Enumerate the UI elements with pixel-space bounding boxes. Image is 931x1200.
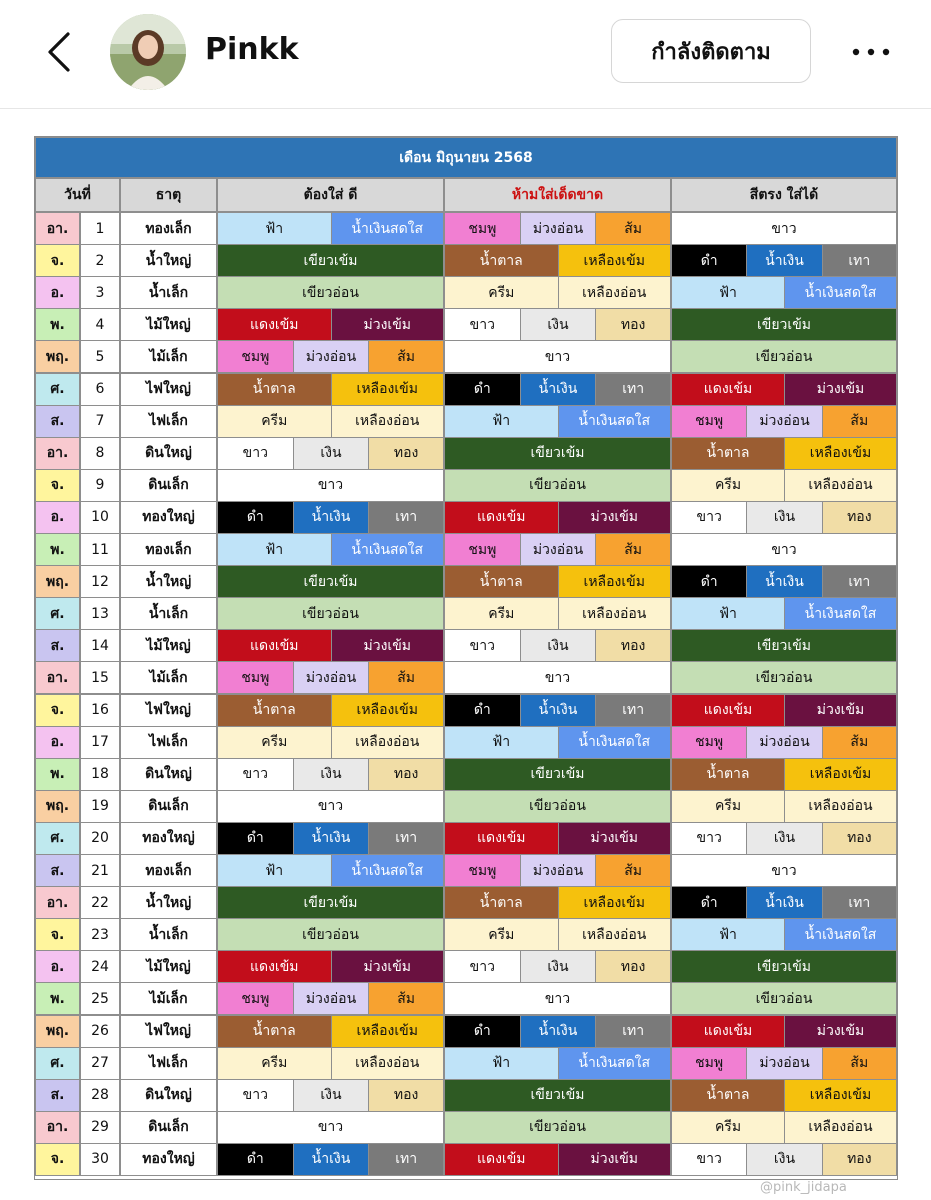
must-wear-color-swatch: เหลืองอ่อน	[331, 405, 445, 438]
day-of-week: อา.	[35, 1111, 80, 1144]
header-element: ธาตุ	[120, 178, 217, 212]
must-wear-color-swatch: เหลืองอ่อน	[331, 726, 445, 759]
ok-to-wear-color-swatch: ทอง	[822, 501, 897, 534]
ok-to-wear-color-swatch: ชมพู	[671, 405, 747, 438]
forbidden-color-swatch: เขียวอ่อน	[444, 469, 671, 502]
must-wear-color-swatch: น้ำเงินสดใส	[331, 854, 445, 887]
must-wear-color-swatch: ฟ้า	[217, 854, 332, 887]
day-of-week: ส.	[35, 1079, 80, 1112]
must-wear-color-swatch: ขาว	[217, 790, 444, 823]
ok-to-wear-color-swatch: เขียวเข้ม	[671, 308, 897, 341]
ok-to-wear-color-swatch: เหลืองเข้ม	[784, 437, 897, 470]
ok-to-wear-color-swatch: ดำ	[671, 565, 747, 598]
date-number: 7	[80, 405, 120, 438]
must-wear-color-swatch: ครีม	[217, 726, 332, 759]
ok-to-wear-color-swatch: ครีม	[671, 469, 785, 502]
must-wear-color-swatch: ฟ้า	[217, 533, 332, 566]
must-wear-color-swatch: เทา	[368, 501, 444, 534]
element-name: ทองเล็ก	[120, 854, 217, 887]
must-wear-color-swatch: เขียวอ่อน	[217, 918, 444, 951]
forbidden-color-swatch: น้ำตาล	[444, 565, 559, 598]
ok-to-wear-color-swatch: ฟ้า	[671, 918, 785, 951]
must-wear-color-swatch: เงิน	[293, 758, 370, 791]
must-wear-color-swatch: ชมพู	[217, 661, 294, 694]
must-wear-color-swatch: ขาว	[217, 1079, 294, 1112]
ok-to-wear-color-swatch: ม่วงเข้ม	[784, 1015, 897, 1048]
forbidden-color-swatch: ม่วงเข้ม	[558, 501, 672, 534]
date-number: 22	[80, 886, 120, 919]
must-wear-color-swatch: ชมพู	[217, 340, 294, 373]
ok-to-wear-color-swatch: แดงเข้ม	[671, 1015, 785, 1048]
forbidden-color-swatch: เหลืองเข้ม	[558, 886, 672, 919]
element-name: ทองใหญ่	[120, 822, 217, 855]
forbidden-color-swatch: ขาว	[444, 661, 671, 694]
date-number: 28	[80, 1079, 120, 1112]
element-name: ดินใหญ่	[120, 1079, 217, 1112]
following-button[interactable]: กำลังติดตาม	[611, 19, 811, 83]
date-number: 5	[80, 340, 120, 373]
date-number: 21	[80, 854, 120, 887]
must-wear-color-swatch: ทอง	[368, 437, 444, 470]
day-of-week: พ.	[35, 533, 80, 566]
forbidden-color-swatch: ม่วงเข้ม	[558, 1143, 672, 1176]
ok-to-wear-color-swatch: ชมพู	[671, 1047, 747, 1080]
element-name: ไฟใหญ่	[120, 373, 217, 406]
must-wear-color-swatch: เขียวอ่อน	[217, 276, 444, 309]
date-number: 24	[80, 950, 120, 983]
must-wear-color-swatch: ส้ม	[368, 340, 444, 373]
ok-to-wear-color-swatch: เขียวอ่อน	[671, 661, 897, 694]
forbidden-color-swatch: ดำ	[444, 1015, 521, 1048]
ok-to-wear-color-swatch: ม่วงเข้ม	[784, 373, 897, 406]
day-of-week: จ.	[35, 694, 80, 727]
forbidden-color-swatch: น้ำเงินสดใส	[558, 1047, 672, 1080]
ok-to-wear-color-swatch: น้ำตาล	[671, 758, 785, 791]
day-of-week: พฤ.	[35, 1015, 80, 1048]
ok-to-wear-color-swatch: ขาว	[671, 822, 747, 855]
ok-to-wear-color-swatch: เขียวเข้ม	[671, 629, 897, 662]
header-must-wear: ต้องใส่ ดี	[217, 178, 444, 212]
date-number: 1	[80, 212, 120, 245]
forbidden-color-swatch: ดำ	[444, 694, 521, 727]
forbidden-color-swatch: ชมพู	[444, 533, 521, 566]
element-name: ดินใหญ่	[120, 758, 217, 791]
day-of-week: ศ.	[35, 373, 80, 406]
day-of-week: ศ.	[35, 1047, 80, 1080]
element-name: น้ำใหญ่	[120, 886, 217, 919]
forbidden-color-swatch: เหลืองอ่อน	[558, 276, 672, 309]
ok-to-wear-color-swatch: น้ำเงิน	[746, 886, 822, 919]
forbidden-color-swatch: น้ำตาล	[444, 886, 559, 919]
must-wear-color-swatch: ขาว	[217, 437, 294, 470]
ok-to-wear-color-swatch: ส้ม	[822, 1047, 897, 1080]
date-number: 29	[80, 1111, 120, 1144]
ok-to-wear-color-swatch: เขียวอ่อน	[671, 982, 897, 1015]
date-number: 8	[80, 437, 120, 470]
element-name: น้ำใหญ่	[120, 565, 217, 598]
day-of-week: พฤ.	[35, 790, 80, 823]
forbidden-color-swatch: น้ำตาล	[444, 244, 559, 277]
ok-to-wear-color-swatch: แดงเข้ม	[671, 373, 785, 406]
day-of-week: ส.	[35, 854, 80, 887]
date-number: 6	[80, 373, 120, 406]
day-of-week: อ.	[35, 950, 80, 983]
must-wear-color-swatch: ม่วงเข้ม	[331, 629, 445, 662]
forbidden-color-swatch: เงิน	[520, 308, 597, 341]
forbidden-color-swatch: ส้ม	[595, 212, 671, 245]
forbidden-color-swatch: น้ำเงิน	[520, 694, 597, 727]
date-number: 25	[80, 982, 120, 1015]
ok-to-wear-color-swatch: ส้ม	[822, 726, 897, 759]
must-wear-color-swatch: เหลืองอ่อน	[331, 1047, 445, 1080]
date-number: 19	[80, 790, 120, 823]
must-wear-color-swatch: ม่วงเข้ม	[331, 950, 445, 983]
element-name: ทองใหญ่	[120, 501, 217, 534]
day-of-week: ส.	[35, 405, 80, 438]
ok-to-wear-color-swatch: เหลืองเข้ม	[784, 758, 897, 791]
date-number: 4	[80, 308, 120, 341]
element-name: ไม้ใหญ่	[120, 950, 217, 983]
ok-to-wear-color-swatch: น้ำเงินสดใส	[784, 597, 897, 630]
forbidden-color-swatch: ทอง	[595, 629, 671, 662]
ok-to-wear-color-swatch: ม่วงอ่อน	[746, 405, 822, 438]
must-wear-color-swatch: น้ำเงิน	[293, 1143, 370, 1176]
forbidden-color-swatch: ขาว	[444, 982, 671, 1015]
element-name: น้ำเล็ก	[120, 276, 217, 309]
must-wear-color-swatch: เขียวเข้ม	[217, 886, 444, 919]
ok-to-wear-color-swatch: ขาว	[671, 212, 897, 245]
ok-to-wear-color-swatch: ขาว	[671, 854, 897, 887]
must-wear-color-swatch: เหลืองเข้ม	[331, 373, 445, 406]
element-name: ดินเล็ก	[120, 1111, 217, 1144]
forbidden-color-swatch: ชมพู	[444, 854, 521, 887]
element-name: ทองเล็ก	[120, 533, 217, 566]
ok-to-wear-color-swatch: เขียวอ่อน	[671, 340, 897, 373]
ok-to-wear-color-swatch: แดงเข้ม	[671, 694, 785, 727]
date-number: 17	[80, 726, 120, 759]
element-name: ไม้เล็ก	[120, 340, 217, 373]
header-ok-to-wear: สีตรง ใส่ได้	[671, 178, 897, 212]
forbidden-color-swatch: เทา	[595, 1015, 671, 1048]
date-number: 13	[80, 597, 120, 630]
ok-to-wear-color-swatch: เงิน	[746, 1143, 822, 1176]
forbidden-color-swatch: ขาว	[444, 629, 521, 662]
ok-to-wear-color-swatch: ขาว	[671, 1143, 747, 1176]
watermark: @pink_jidapa	[760, 1180, 847, 1195]
day-of-week: อา.	[35, 661, 80, 694]
forbidden-color-swatch: น้ำเงิน	[520, 373, 597, 406]
ok-to-wear-color-swatch: ม่วงอ่อน	[746, 726, 822, 759]
ok-to-wear-color-swatch: ม่วงอ่อน	[746, 1047, 822, 1080]
date-number: 23	[80, 918, 120, 951]
ok-to-wear-color-swatch: เหลืองเข้ม	[784, 1079, 897, 1112]
chevron-left-icon[interactable]	[40, 30, 80, 74]
ok-to-wear-color-swatch: ดำ	[671, 244, 747, 277]
ok-to-wear-color-swatch: น้ำตาล	[671, 1079, 785, 1112]
profile-header	[0, 0, 931, 109]
forbidden-color-swatch: ม่วงเข้ม	[558, 822, 672, 855]
forbidden-color-swatch: เหลืองอ่อน	[558, 597, 672, 630]
ok-to-wear-color-swatch: น้ำเงิน	[746, 244, 822, 277]
forbidden-color-swatch: ครีม	[444, 276, 559, 309]
table-title: เดือน มิถุนายน 2568	[35, 137, 897, 178]
must-wear-color-swatch: ทอง	[368, 758, 444, 791]
date-number: 11	[80, 533, 120, 566]
date-number: 3	[80, 276, 120, 309]
forbidden-color-swatch: ทอง	[595, 308, 671, 341]
element-name: ทองใหญ่	[120, 1143, 217, 1176]
must-wear-color-swatch: เหลืองเข้ม	[331, 694, 445, 727]
element-name: ไฟใหญ่	[120, 1015, 217, 1048]
forbidden-color-swatch: ครีม	[444, 597, 559, 630]
day-of-week: อา.	[35, 886, 80, 919]
element-name: ไม้ใหญ่	[120, 629, 217, 662]
forbidden-color-swatch: ทอง	[595, 950, 671, 983]
must-wear-color-swatch: เขียวเข้ม	[217, 244, 444, 277]
forbidden-color-swatch: น้ำเงินสดใส	[558, 726, 672, 759]
element-name: ไม้ใหญ่	[120, 308, 217, 341]
ok-to-wear-color-swatch: ส้ม	[822, 405, 897, 438]
must-wear-color-swatch: ครีม	[217, 405, 332, 438]
forbidden-color-swatch: ม่วงอ่อน	[520, 854, 597, 887]
forbidden-color-swatch: ม่วงอ่อน	[520, 533, 597, 566]
forbidden-color-swatch: น้ำเงิน	[520, 1015, 597, 1048]
must-wear-color-swatch: แดงเข้ม	[217, 950, 332, 983]
ok-to-wear-color-swatch: ดำ	[671, 886, 747, 919]
header-forbidden: ห้ามใส่เด็ดขาด	[444, 178, 671, 212]
day-of-week: พ.	[35, 982, 80, 1015]
ok-to-wear-color-swatch: ฟ้า	[671, 597, 785, 630]
forbidden-color-swatch: ฟ้า	[444, 405, 559, 438]
day-of-week: จ.	[35, 244, 80, 277]
day-of-week: จ.	[35, 1143, 80, 1176]
day-of-week: ส.	[35, 629, 80, 662]
header-day: วันที่	[35, 178, 120, 212]
username[interactable]: Pinkk	[205, 32, 299, 67]
forbidden-color-swatch: น้ำเงินสดใส	[558, 405, 672, 438]
element-name: ดินใหญ่	[120, 437, 217, 470]
must-wear-color-swatch: น้ำเงิน	[293, 822, 370, 855]
must-wear-color-swatch: แดงเข้ม	[217, 308, 332, 341]
must-wear-color-swatch: ส้ม	[368, 661, 444, 694]
date-number: 15	[80, 661, 120, 694]
must-wear-color-swatch: ขาว	[217, 758, 294, 791]
day-of-week: ศ.	[35, 822, 80, 855]
ok-to-wear-color-swatch: เหลืองอ่อน	[784, 790, 897, 823]
forbidden-color-swatch: ส้ม	[595, 533, 671, 566]
element-name: ไม้เล็ก	[120, 982, 217, 1015]
forbidden-color-swatch: เทา	[595, 694, 671, 727]
day-of-week: อา.	[35, 437, 80, 470]
element-name: ไฟเล็ก	[120, 1047, 217, 1080]
element-name: ไม้เล็ก	[120, 661, 217, 694]
ok-to-wear-color-swatch: น้ำเงินสดใส	[784, 276, 897, 309]
forbidden-color-swatch: เขียวอ่อน	[444, 1111, 671, 1144]
day-of-week: พ.	[35, 758, 80, 791]
calendar-image	[34, 136, 898, 1180]
ok-to-wear-color-swatch: เงิน	[746, 822, 822, 855]
must-wear-color-swatch: ทอง	[368, 1079, 444, 1112]
day-of-week: อ.	[35, 726, 80, 759]
ok-to-wear-color-swatch: น้ำตาล	[671, 437, 785, 470]
must-wear-color-swatch: น้ำตาล	[217, 694, 332, 727]
ok-to-wear-color-swatch: ครีม	[671, 790, 785, 823]
forbidden-color-swatch: เขียวเข้ม	[444, 437, 671, 470]
forbidden-color-swatch: ขาว	[444, 340, 671, 373]
must-wear-color-swatch: น้ำเงินสดใส	[331, 533, 445, 566]
forbidden-color-swatch: ขาว	[444, 950, 521, 983]
must-wear-color-swatch: เทา	[368, 1143, 444, 1176]
forbidden-color-swatch: แดงเข้ม	[444, 822, 559, 855]
ok-to-wear-color-swatch: ม่วงเข้ม	[784, 694, 897, 727]
forbidden-color-swatch: แดงเข้ม	[444, 1143, 559, 1176]
forbidden-color-swatch: เหลืองอ่อน	[558, 918, 672, 951]
day-of-week: อ.	[35, 276, 80, 309]
must-wear-color-swatch: ม่วงอ่อน	[293, 340, 370, 373]
forbidden-color-swatch: ส้ม	[595, 854, 671, 887]
forbidden-color-swatch: ฟ้า	[444, 1047, 559, 1080]
element-name: น้ำใหญ่	[120, 244, 217, 277]
ok-to-wear-color-swatch: เหลืองอ่อน	[784, 1111, 897, 1144]
avatar[interactable]	[110, 14, 186, 90]
ok-to-wear-color-swatch: ครีม	[671, 1111, 785, 1144]
more-horizontal-icon[interactable]	[848, 34, 894, 70]
date-number: 10	[80, 501, 120, 534]
forbidden-color-swatch: เหลืองเข้ม	[558, 244, 672, 277]
date-number: 30	[80, 1143, 120, 1176]
forbidden-color-swatch: เขียวเข้ม	[444, 1079, 671, 1112]
element-name: ดินเล็ก	[120, 790, 217, 823]
forbidden-color-swatch: เขียวเข้ม	[444, 758, 671, 791]
must-wear-color-swatch: แดงเข้ม	[217, 629, 332, 662]
ok-to-wear-color-swatch: ชมพู	[671, 726, 747, 759]
day-of-week: พฤ.	[35, 340, 80, 373]
element-name: น้ำเล็ก	[120, 918, 217, 951]
date-number: 18	[80, 758, 120, 791]
ok-to-wear-color-swatch: เงิน	[746, 501, 822, 534]
must-wear-color-swatch: ครีม	[217, 1047, 332, 1080]
forbidden-color-swatch: เงิน	[520, 950, 597, 983]
forbidden-color-swatch: ชมพู	[444, 212, 521, 245]
date-number: 9	[80, 469, 120, 502]
day-of-week: ศ.	[35, 597, 80, 630]
forbidden-color-swatch: ขาว	[444, 308, 521, 341]
must-wear-color-swatch: ม่วงเข้ม	[331, 308, 445, 341]
ok-to-wear-color-swatch: เหลืองอ่อน	[784, 469, 897, 502]
day-of-week: พ.	[35, 308, 80, 341]
day-of-week: จ.	[35, 469, 80, 502]
must-wear-color-swatch: ขาว	[217, 1111, 444, 1144]
must-wear-color-swatch: น้ำเงิน	[293, 501, 370, 534]
date-number: 20	[80, 822, 120, 855]
element-name: ไฟเล็ก	[120, 726, 217, 759]
date-number: 27	[80, 1047, 120, 1080]
forbidden-color-swatch: เทา	[595, 373, 671, 406]
day-of-week: พฤ.	[35, 565, 80, 598]
element-name: ไฟเล็ก	[120, 405, 217, 438]
forbidden-color-swatch: ฟ้า	[444, 726, 559, 759]
must-wear-color-swatch: ฟ้า	[217, 212, 332, 245]
must-wear-color-swatch: เขียวอ่อน	[217, 597, 444, 630]
forbidden-color-swatch: เงิน	[520, 629, 597, 662]
ok-to-wear-color-swatch: ทอง	[822, 822, 897, 855]
date-number: 12	[80, 565, 120, 598]
must-wear-color-swatch: ม่วงอ่อน	[293, 661, 370, 694]
must-wear-color-swatch: ชมพู	[217, 982, 294, 1015]
must-wear-color-swatch: เทา	[368, 822, 444, 855]
element-name: ทองเล็ก	[120, 212, 217, 245]
must-wear-color-swatch: ม่วงอ่อน	[293, 982, 370, 1015]
ok-to-wear-color-swatch: ฟ้า	[671, 276, 785, 309]
date-number: 2	[80, 244, 120, 277]
day-of-week: จ.	[35, 918, 80, 951]
forbidden-color-swatch: ครีม	[444, 918, 559, 951]
ok-to-wear-color-swatch: เทา	[822, 886, 897, 919]
must-wear-color-swatch: เหลืองเข้ม	[331, 1015, 445, 1048]
forbidden-color-swatch: ดำ	[444, 373, 521, 406]
must-wear-color-swatch: ขาว	[217, 469, 444, 502]
must-wear-color-swatch: น้ำตาล	[217, 373, 332, 406]
day-of-week: อา.	[35, 212, 80, 245]
must-wear-color-swatch: ดำ	[217, 822, 294, 855]
element-name: ไฟใหญ่	[120, 694, 217, 727]
forbidden-color-swatch: เขียวอ่อน	[444, 790, 671, 823]
day-of-week: อ.	[35, 501, 80, 534]
must-wear-color-swatch: ดำ	[217, 1143, 294, 1176]
must-wear-color-swatch: ส้ม	[368, 982, 444, 1015]
ok-to-wear-color-swatch: ขาว	[671, 501, 747, 534]
element-name: ดินเล็ก	[120, 469, 217, 502]
must-wear-color-swatch: เงิน	[293, 1079, 370, 1112]
forbidden-color-swatch: แดงเข้ม	[444, 501, 559, 534]
ok-to-wear-color-swatch: น้ำเงิน	[746, 565, 822, 598]
ok-to-wear-color-swatch: เขียวเข้ม	[671, 950, 897, 983]
ok-to-wear-color-swatch: ทอง	[822, 1143, 897, 1176]
ok-to-wear-color-swatch: เทา	[822, 565, 897, 598]
forbidden-color-swatch: เหลืองเข้ม	[558, 565, 672, 598]
date-number: 14	[80, 629, 120, 662]
ok-to-wear-color-swatch: ขาว	[671, 533, 897, 566]
must-wear-color-swatch: เงิน	[293, 437, 370, 470]
date-number: 26	[80, 1015, 120, 1048]
must-wear-color-swatch: น้ำตาล	[217, 1015, 332, 1048]
must-wear-color-swatch: น้ำเงินสดใส	[331, 212, 445, 245]
date-number: 16	[80, 694, 120, 727]
ok-to-wear-color-swatch: เทา	[822, 244, 897, 277]
forbidden-color-swatch: ม่วงอ่อน	[520, 212, 597, 245]
must-wear-color-swatch: เขียวเข้ม	[217, 565, 444, 598]
element-name: น้ำเล็ก	[120, 597, 217, 630]
must-wear-color-swatch: ดำ	[217, 501, 294, 534]
ok-to-wear-color-swatch: น้ำเงินสดใส	[784, 918, 897, 951]
